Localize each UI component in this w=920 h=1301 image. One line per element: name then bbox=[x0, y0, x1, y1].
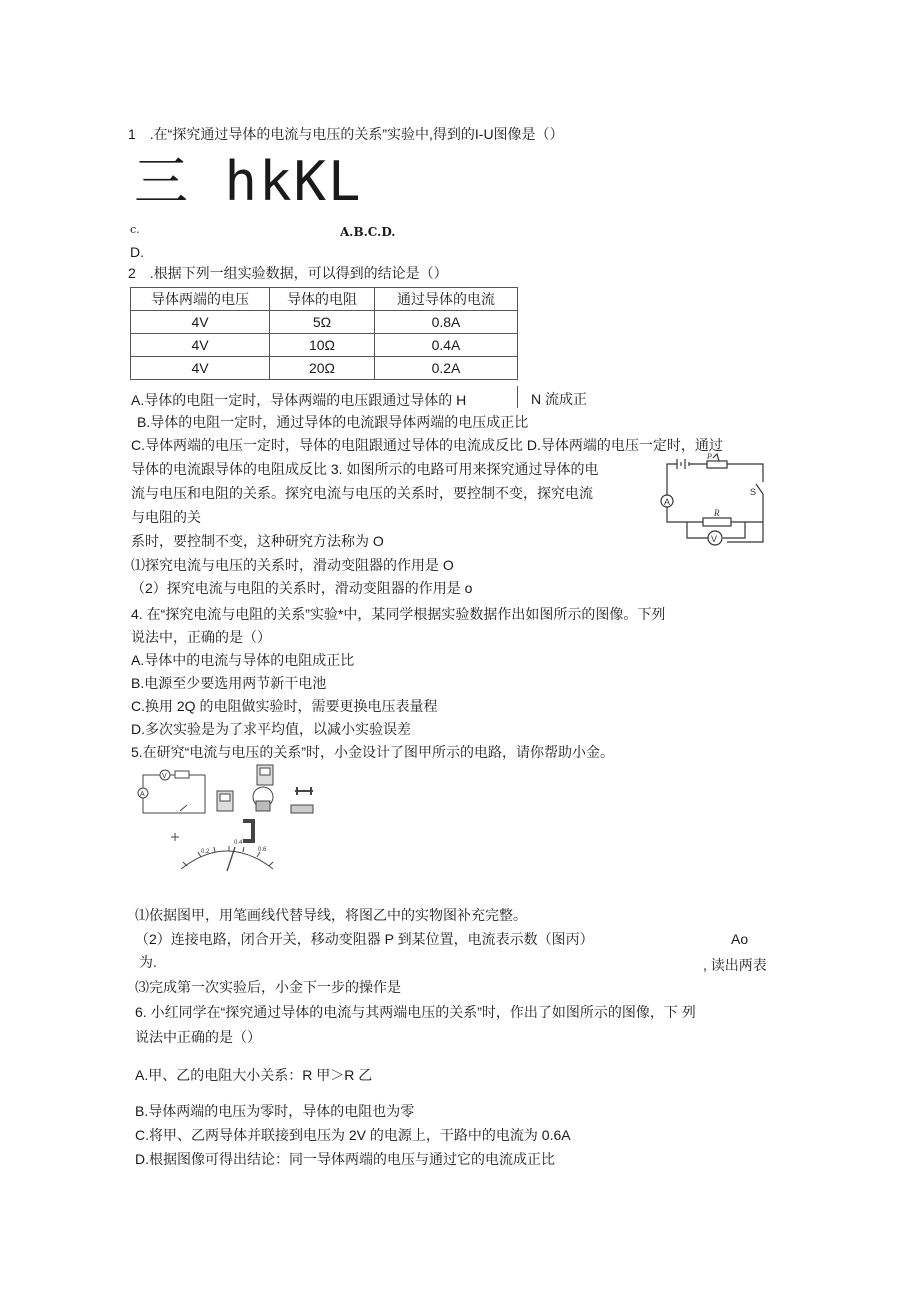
table-cell: 0.2A bbox=[375, 357, 518, 380]
q2-stem: 2 .根据下列一组实验数据，可以得到的结论是（） bbox=[128, 265, 448, 281]
table-cell: 10Ω bbox=[270, 334, 375, 357]
q4-stem-cont: 说法中，正确的是（） bbox=[131, 629, 271, 645]
voltmeter-label: V bbox=[711, 534, 718, 544]
q1-option-glyphs: 三 hkKL bbox=[134, 150, 363, 213]
q2-option-cd: C.导体两端的电压一定时，导体的电阻跟通过导体的电流成反比 D.导体两端的电压一定时，通过 bbox=[131, 437, 723, 453]
table-row bbox=[131, 311, 518, 334]
q2-option-b: B.导体的电阻一定时，通过导体的电流跟导体两端的电压成正比 bbox=[137, 414, 529, 430]
q5-part2-cont: 为. bbox=[139, 954, 157, 970]
table-row bbox=[131, 334, 518, 357]
q3-part1: ⑴探究电流与电压的关系时，滑动变阻器的作用是 O bbox=[131, 557, 454, 573]
q5-voltmeter-label: V bbox=[162, 773, 167, 780]
q5-stem: 5.在研究“电流与电压的关系”时，小金设计了图甲所示的电路，请你帮助小金。 bbox=[131, 744, 614, 760]
table-header-cell: 通过导体的电流 bbox=[375, 288, 518, 311]
q6-option-c: C.将甲、乙两导体并联接到电压为 2V 的电源上，干路中的电流为 0.6A bbox=[135, 1127, 571, 1143]
q5-part3: ⑶完成第一次实验后，小金下一步的操作是 bbox=[135, 979, 401, 995]
table-cell: 0.8A bbox=[375, 311, 518, 334]
q5-scale-label: 0.6 bbox=[258, 847, 267, 853]
table-header-row bbox=[131, 288, 518, 311]
q3-circuit-diagram bbox=[655, 452, 775, 552]
q6-option-d: D.根据图像可得出结论：同一导体两端的电压与通过它的电流成正比 bbox=[135, 1151, 555, 1167]
table-header-cell: 导体的电阻 bbox=[270, 288, 375, 311]
ammeter-label: A bbox=[664, 497, 671, 507]
table-cell: 4V bbox=[131, 311, 270, 334]
q5-part2: （2）连接电路，闭合开关，移动变阻器 P 到某位置，电流表示数（图丙） bbox=[135, 931, 594, 947]
q4-option-c: C.换用 2Q 的电阻做实验时，需要更换电压表量程 bbox=[131, 698, 438, 714]
q4-stem: 4. 在“探究电流与电阻的关系”实验*中，某同学根据实验数据作出如图所示的图像。下列 bbox=[131, 606, 666, 622]
q1-option-letters: A.B.C.D. bbox=[340, 225, 396, 239]
table-cell: 4V bbox=[131, 357, 270, 380]
q6-option-a: A.甲、乙的电阻大小关系：R 甲＞R 乙 bbox=[135, 1067, 373, 1083]
table-cell: 5Ω bbox=[270, 311, 375, 334]
q5-part2-cont-tail: , 读出两表 bbox=[703, 957, 767, 973]
q5-ammeter-label: A bbox=[140, 791, 145, 798]
q3-line1: 流与电压和电阻的关系。探究电流与电压的关系时，要控制不变，探究电流 bbox=[131, 485, 593, 501]
q2-data-table bbox=[130, 287, 518, 380]
q5-apparatus-figure bbox=[135, 763, 335, 878]
table-cell: 4V bbox=[131, 334, 270, 357]
table-divider bbox=[517, 386, 518, 408]
q2-option-a: A.导体的电阻一定时，导体两端的电压跟通过导体的 H bbox=[131, 392, 467, 408]
switch-label: S bbox=[750, 487, 757, 497]
q1-option-d: D. bbox=[130, 244, 144, 260]
table-row bbox=[131, 357, 518, 380]
table-header-cell: 导体两端的电压 bbox=[131, 288, 270, 311]
q5-part1: ⑴依据图甲，用笔画线代替导线，将图乙中的实物图补充完整。 bbox=[135, 907, 527, 923]
q3-line2: 与电阻的关 bbox=[131, 509, 201, 525]
q5-part2-tail: Ao bbox=[731, 931, 749, 947]
q6-stem-cont: 说法中正确的是（） bbox=[135, 1029, 261, 1045]
q5-scale-label: 0.2 bbox=[201, 849, 210, 855]
q1-mark-c: c. bbox=[130, 223, 140, 236]
table-cell: 0.4A bbox=[375, 334, 518, 357]
q4-option-d: D.多次实验是为了求平均值，以减小实验误差 bbox=[131, 721, 411, 737]
q5-scale-label: 0.4 bbox=[234, 840, 243, 846]
q6-stem: 6. 小红同学在“探究通过导体的电流与其两端电压的关系”时，作出了如图所示的图像，下 列 bbox=[135, 1004, 696, 1020]
table-cell: 20Ω bbox=[270, 357, 375, 380]
q4-option-a: A.导体中的电流与导体的电阻成正比 bbox=[131, 652, 355, 668]
q3-line3: 系时，要控制不变，这种研究方法称为 O bbox=[131, 533, 384, 549]
q3-part2: （2）探究电流与电阻的关系时，滑动变阻器的作用是 o bbox=[131, 580, 473, 596]
q2-option-cd-cont: 导体的电流跟导体的电阻成反比 3. 如图所示的电路可用来探究通过导体的电 bbox=[131, 461, 599, 477]
q6-option-b: B.导体两端的电压为零时，导体的电阻也为零 bbox=[135, 1103, 415, 1119]
resistor-label: R bbox=[714, 508, 720, 518]
q4-option-b: B.电源至少要选用两节新干电池 bbox=[131, 675, 327, 691]
q1-stem: 1 .在“探究通过导体的电流与电压的关系”实验中,得到的I-U图像是（） bbox=[128, 126, 564, 142]
rheostat-label: P bbox=[707, 452, 712, 461]
q2-option-a-tail: N 流成正 bbox=[531, 391, 587, 407]
